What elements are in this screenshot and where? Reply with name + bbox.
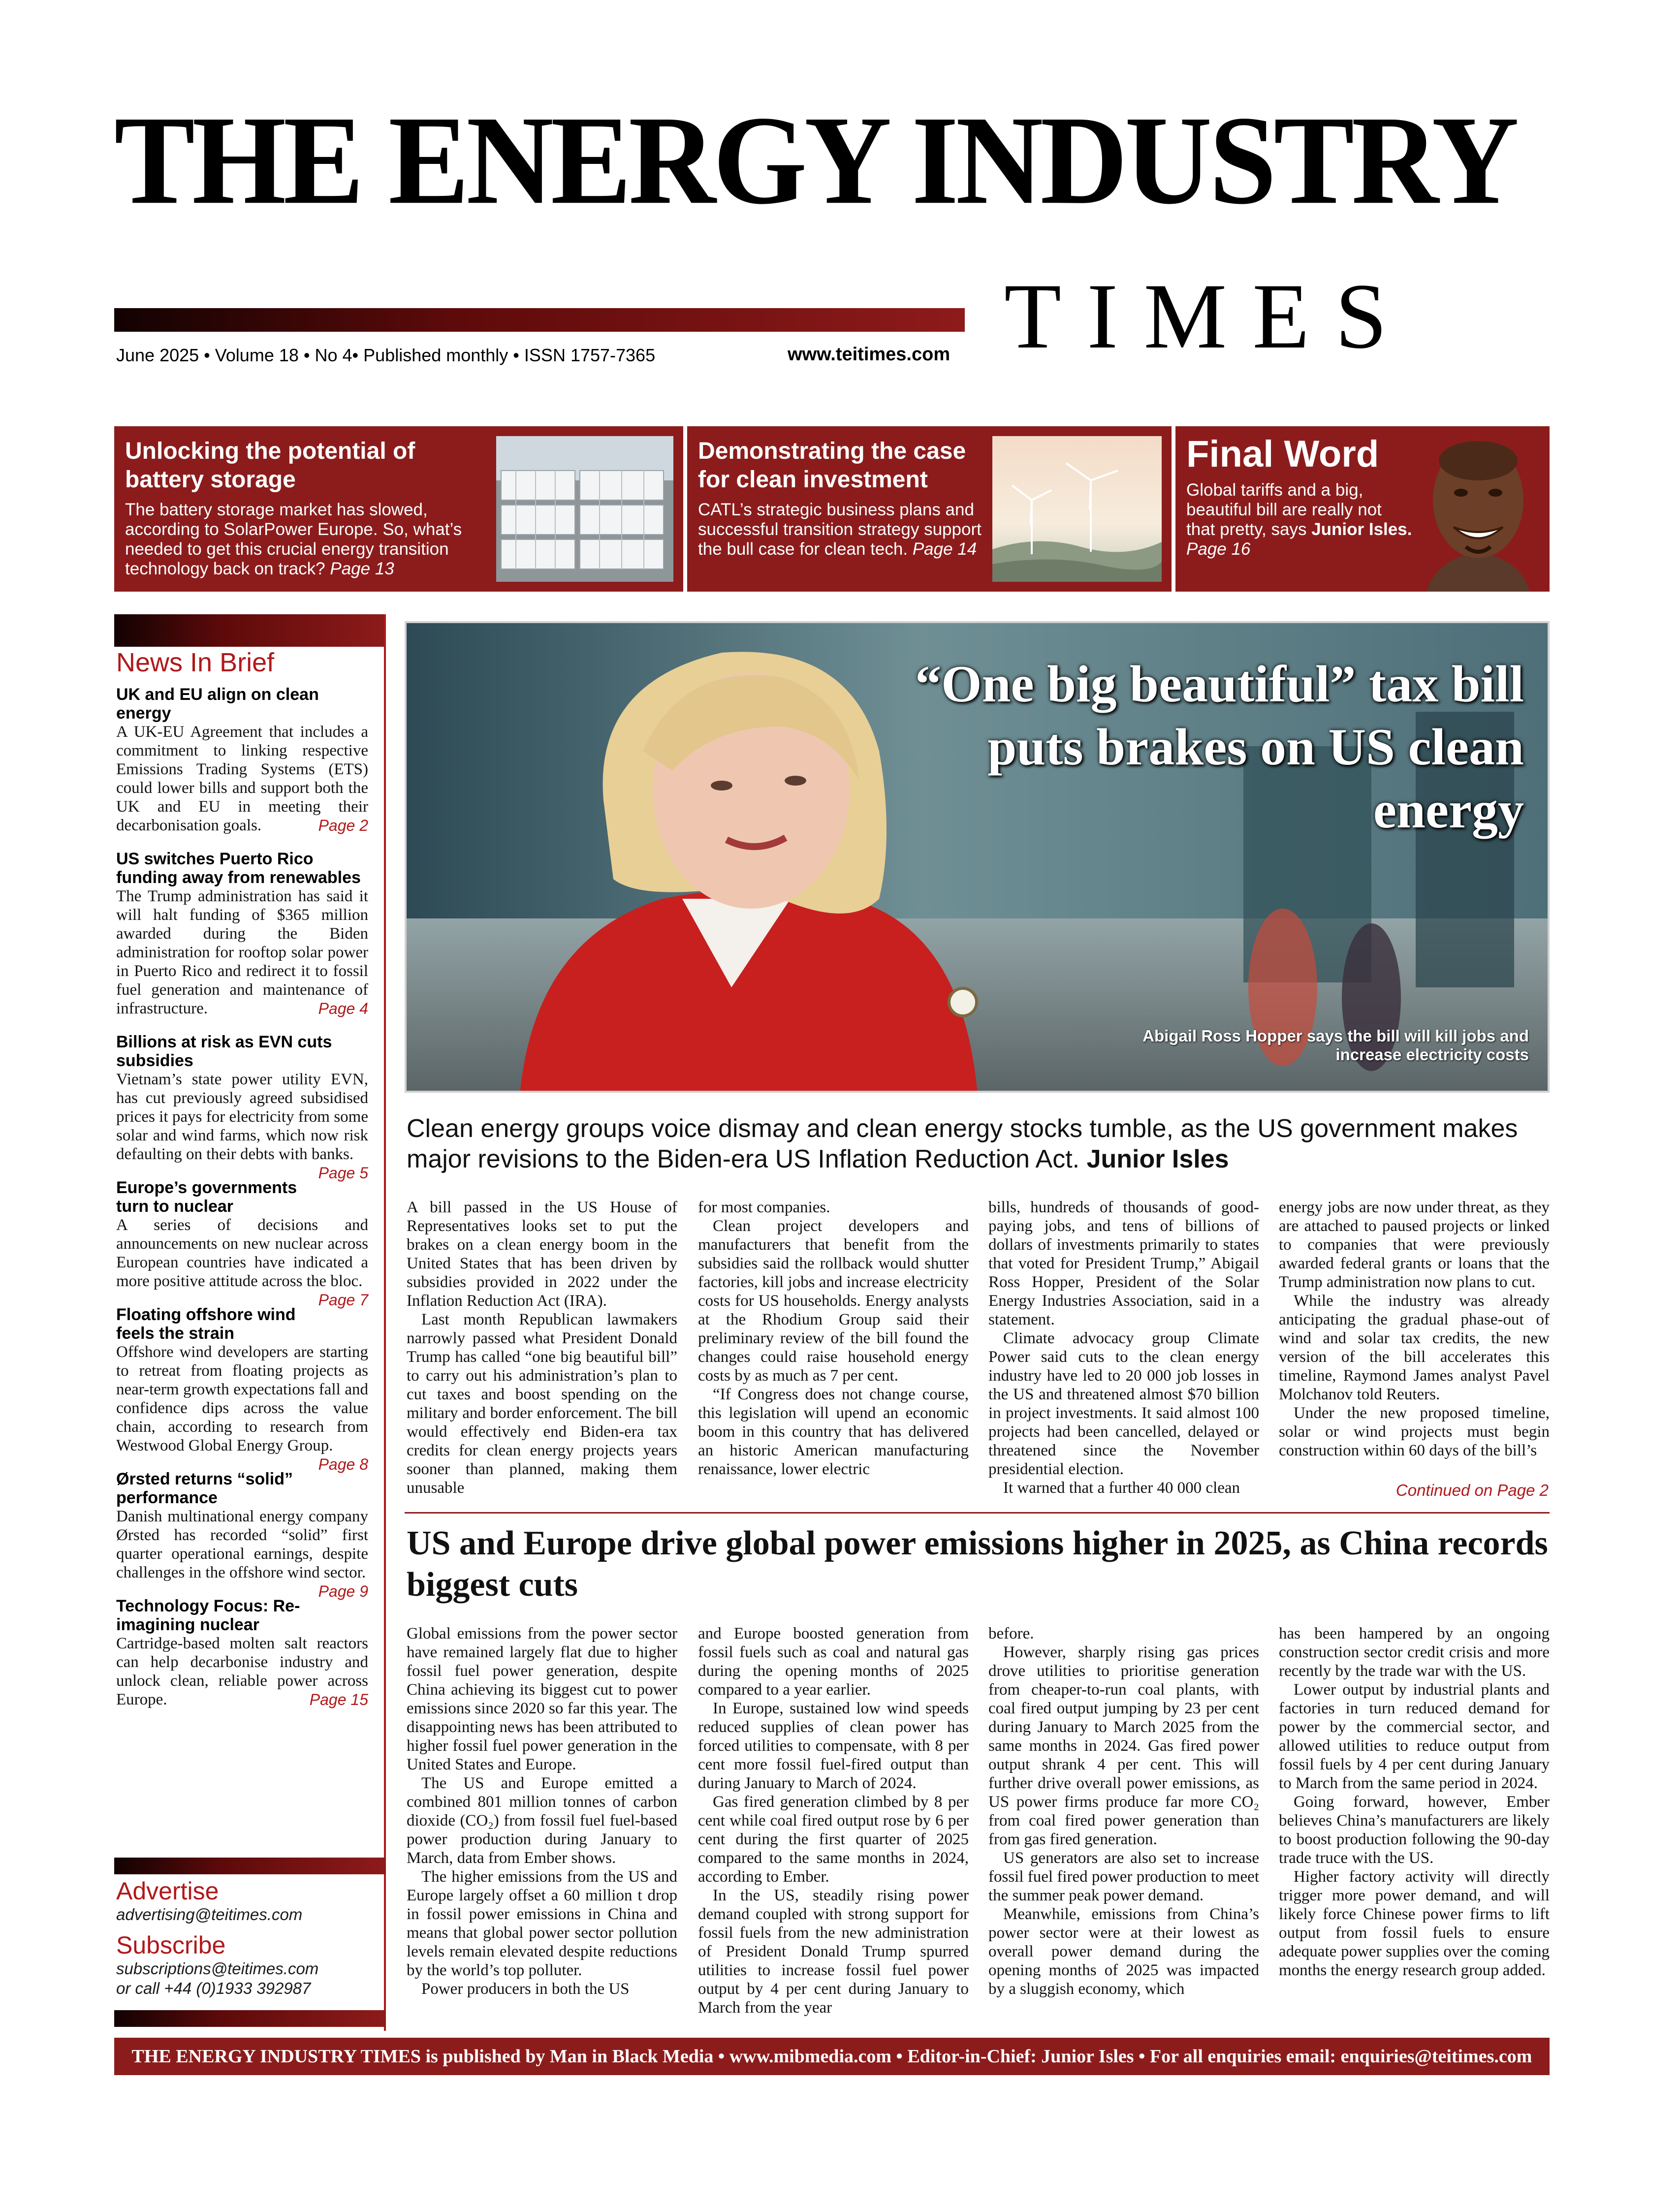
brief-item[interactable] xyxy=(116,1178,368,1309)
footer-bar: THE ENERGY INDUSTRY TIMES is published by Man in Black Media • www.mibmedia.com • Editor-in-Chief: Junior Isles • For all enquiries email: enquiries@teitimes.com xyxy=(114,2038,1550,2075)
masthead-title: THE ENERGY INDUSTRY xyxy=(114,90,1517,231)
battery-storage-photo xyxy=(496,436,673,582)
sidebar-bottom-bar-top xyxy=(114,1858,386,1874)
teaser-body: The battery storage market has slowed, according to SolarPower Europe. So, what’s needed to get this crucial energy transition technology back on track? Page 13 xyxy=(125,500,462,578)
brief-title: UK and EU align on clean energy xyxy=(116,685,319,723)
final-word-title: Final Word xyxy=(1186,433,1379,475)
subscribe-label: Subscribe xyxy=(116,1931,226,1959)
brief-item[interactable] xyxy=(116,1470,368,1600)
brief-item[interactable] xyxy=(116,685,368,835)
teaser-title: Unlocking the potential of battery storage xyxy=(125,438,415,493)
news-in-brief-heading: News In Brief xyxy=(116,648,275,677)
section-divider xyxy=(405,1512,1550,1514)
issue-line: June 2025 • Volume 18 • No 4• Published monthly • ISSN 1757-7365 xyxy=(116,345,656,365)
brief-body: Cartridge-based molten salt reactors can help decarbonise industry and unlock clean, reliable power across Europe. Page 15 xyxy=(116,1635,368,1708)
brief-title: Ørsted returns “solid” performance xyxy=(116,1470,293,1507)
sidebar-gradient-bar xyxy=(114,614,386,647)
brief-body: Offshore wind developers are starting to retreat from floating projects as near-term growth expectations fall and confidence dips across the value chain, according to research from Westwood Global Energy Group. Page 8 xyxy=(116,1343,368,1473)
advertise-email[interactable]: advertising@teitimes.com xyxy=(116,1905,303,1924)
subscribe-phone: or call +44 (0)1933 392987 xyxy=(116,1979,311,1997)
contact-box xyxy=(116,1877,372,1998)
second-column-1: Global emissions from the power sector have remained largely flat due to higher fossil fuel power generation, despite China achieving its biggest cut to power emissions since 2020 so far this year. The disappointing news has been attributed to higher fossil fuel power generation in the United States and Europe. The US and Europe emitted a combined 801 million tonnes of carbon dioxide (CO₂) from fossil fuel fuel-based power production during January to March, data from Ember shows. The higher emissions from the US and Europe largely offset a 60 million t drop in fossil power emissions in China and means that global power sector pollution levels remain elevated despite reductions by the world’s top polluter. Power producers in both the US xyxy=(407,1625,677,1998)
continued-link[interactable]: Continued on Page 2 xyxy=(1395,1481,1549,1499)
brief-body: A series of decisions and announcements on new nuclear across European countries have indicated a more positive attitude across the bloc. Page 7 xyxy=(116,1216,368,1309)
teaser-title: Demonstrating the case for clean investment xyxy=(698,438,966,493)
brief-title: US switches Puerto Rico funding away from renewables xyxy=(116,850,361,887)
brief-title: Floating offshore wind feels the strain xyxy=(116,1305,296,1343)
teaser-final-word[interactable] xyxy=(1175,426,1550,592)
brief-title: Billions at risk as EVN cuts subsidies xyxy=(116,1033,332,1070)
brief-item[interactable] xyxy=(116,1305,368,1473)
teaser-body: Global tariffs and a big, beautiful bill are really not that pretty, says Junior Isles. Page 16 xyxy=(1186,480,1412,559)
masthead-times: TIMES xyxy=(1004,265,1413,368)
brief-title: Technology Focus: Re-imagining nuclear xyxy=(116,1597,300,1634)
lead-column-3: bills, hundreds of thousands of good-paying jobs, and tens of billions of dollars of investments primarily to states that voted for President Trump,” Abigail Ross Hopper, President of the Solar Energy Industries Association, said in a statement. Climate advocacy group Climate Power said cuts to the clean energy industry have led to 20 000 job losses in the US and threatened almost $70 billion in project investments. It said almost 100 projects had been cancelled, delayed or threatened since the November presidential election. It warned that a further 40 000 clean xyxy=(988,1199,1259,1497)
brief-title: Europe’s governments turn to nuclear xyxy=(116,1178,297,1216)
second-column-2: and Europe boosted generation from fossil fuels such as coal and natural gas during the opening months of 2025 compared to a year earlier. In Europe, sustained low wind speeds reduced supplies of clean power has forced utilities to compensate, with 8 per cent more fossil fuel-fired output than during January to March of 2024. Gas fired generation climbed by 8 per cent while coal fired output rose by 6 per cent during the first quarter of 2025 compared to the same months in 2024, according to Ember. In the US, steadily rising power demand coupled with strong support for fossil fuels from the new administration of President Donald Trump spurred utilities to increase fossil fuel power output by 4 per cent during January to March from the year xyxy=(698,1625,969,2017)
teaser-body: CATL’s strategic business plans and successful transition strategy support the bull case for clean tech. Page 14 xyxy=(698,500,982,559)
brief-body: The Trump administration has said it will halt funding of $365 million awarded during the Biden administration for rooftop solar power in Puerto Rico and redirect it to fossil fuel generation and maintenance of infrastructure. Page 4 xyxy=(116,887,368,1017)
brief-item[interactable] xyxy=(116,1033,368,1182)
teaser-battery-storage[interactable] xyxy=(114,426,683,592)
second-headline[interactable]: US and Europe drive global power emissions higher in 2025, as China records biggest cuts xyxy=(407,1524,1548,1604)
subscribe-email[interactable]: subscriptions@teitimes.com xyxy=(116,1959,319,1978)
wind-turbines-photo xyxy=(992,436,1162,582)
lead-column-4: energy jobs are now under threat, as they are attached to paused projects or linked to companies that were previously awarded federal grants or loans that the Trump administration now plans to cut. While the industry was already anticipating the gradual phase-out of wind and solar tax credits, the new version of the bill accelerates this timeline, Raymond James analyst Pavel Molchanov told Reuters. Under the new proposed timeline, solar or wind projects must begin construction within 60 days of the bill’s xyxy=(1279,1199,1550,1459)
masthead-gradient-bar xyxy=(114,308,965,332)
brief-body: Vietnam’s state power utility EVN, has cut previously agreed subsidised prices it pays for electricity from some solar and wind farms, which now risk defaulting on their debts with banks. Page 5 xyxy=(116,1071,368,1182)
brief-body: Danish multinational energy company Ørsted has recorded “solid” first quarter operational earnings, despite challenges in the offshore wind sector. Page 9 xyxy=(116,1508,368,1600)
author-portrait xyxy=(1407,426,1550,592)
lead-deck: Clean energy groups voice dismay and clean energy stocks tumble, as the US government makes major revisions to the Biden-era US Inflation Reduction Act. Junior Isles xyxy=(407,1114,1518,1173)
sidebar-divider xyxy=(384,614,386,2031)
advertise-label: Advertise xyxy=(116,1877,219,1905)
lead-column-1: A bill passed in the US House of Representatives looks set to put the brakes on a clean energy boom in the United States that has been driven by subsidies provided in 2022 under the Inflation Reduction Act (IRA). Last month Republican lawmakers narrowly passed what President Donald Trump has called “one big beautiful bill” to carry out his administration’s plan to cut taxes and boost spending on the military and border enforcement. The bill would effectively end Biden-era tax credits for clean energy projects years sooner than planned, making them unusable xyxy=(407,1199,677,1497)
brief-item[interactable] xyxy=(116,850,368,1018)
teaser-clean-investment[interactable] xyxy=(687,426,1172,592)
website-link[interactable]: www.teitimes.com xyxy=(788,344,951,365)
brief-body: A UK-EU Agreement that includes a commitment to linking respective Emissions Trading Systems (ETS) could lower bills and support both the UK and EU in meeting their decarbonisation goals. Page 2 xyxy=(116,723,368,834)
lead-column-2: for most companies. Clean project developers and manufacturers that benefit from the subsidies said the rollback would shutter factories, kill jobs and increase electricity costs for US households. Energy analysts at the Rhodium Group said their preliminary review of the bill found the changes could raise household energy costs by as much as 7 per cent. “If Congress does not change course, this legislation will upend an economic boom in this country that has delivered an historic American manufacturing renaissance, lower electric xyxy=(698,1199,969,1478)
news-in-brief-list xyxy=(116,685,368,1724)
second-column-3: before. However, sharply rising gas prices drove utilities to prioritise generation from cheaper-to-run coal plants, with coal fired output jumping by 23 per cent during January to March 2025 from the same months in 2024. Gas fired power output shrank 4 per cent. This will further drive overall power emissions, as US power firms produce far more CO₂ from coal fired power generation than from gas fired generation. US generators are also set to increase fossil fuel fired power production to meet the summer peak power demand. Meanwhile, emissions from China’s power sector were at their lowest as overall power demand during the opening months of 2025 was impacted by a sluggish economy, which xyxy=(988,1625,1259,1998)
lead-headline[interactable]: “One big beautiful” tax bill puts brakes on US clean energy xyxy=(915,655,1524,839)
brief-item[interactable] xyxy=(116,1597,368,1709)
lead-photo xyxy=(405,621,1550,1093)
photo-caption: Abigail Ross Hopper says the bill will kill jobs and increase electricity costs xyxy=(1142,1027,1529,1064)
second-column-4: has been hampered by an ongoing construction sector credit crisis and more recently by the trade war with the US. Lower output by industrial plants and factories in turn reduced demand for power by the commercial sector, and allowed utilities to reduce output from fossil fuels by 4 per cent during January to March from the same period in 2024. Going forward, however, Ember believes China’s manufacturers are likely to boost production following the 90-day trade truce with the US. Higher factory activity will directly trigger more power demand, and will likely force Chinese power firms to lift output from fossil fuels to ensure adequate power supplies over the coming months the energy research group added. xyxy=(1279,1625,1550,1979)
sidebar-bottom-bar xyxy=(114,2010,386,2027)
